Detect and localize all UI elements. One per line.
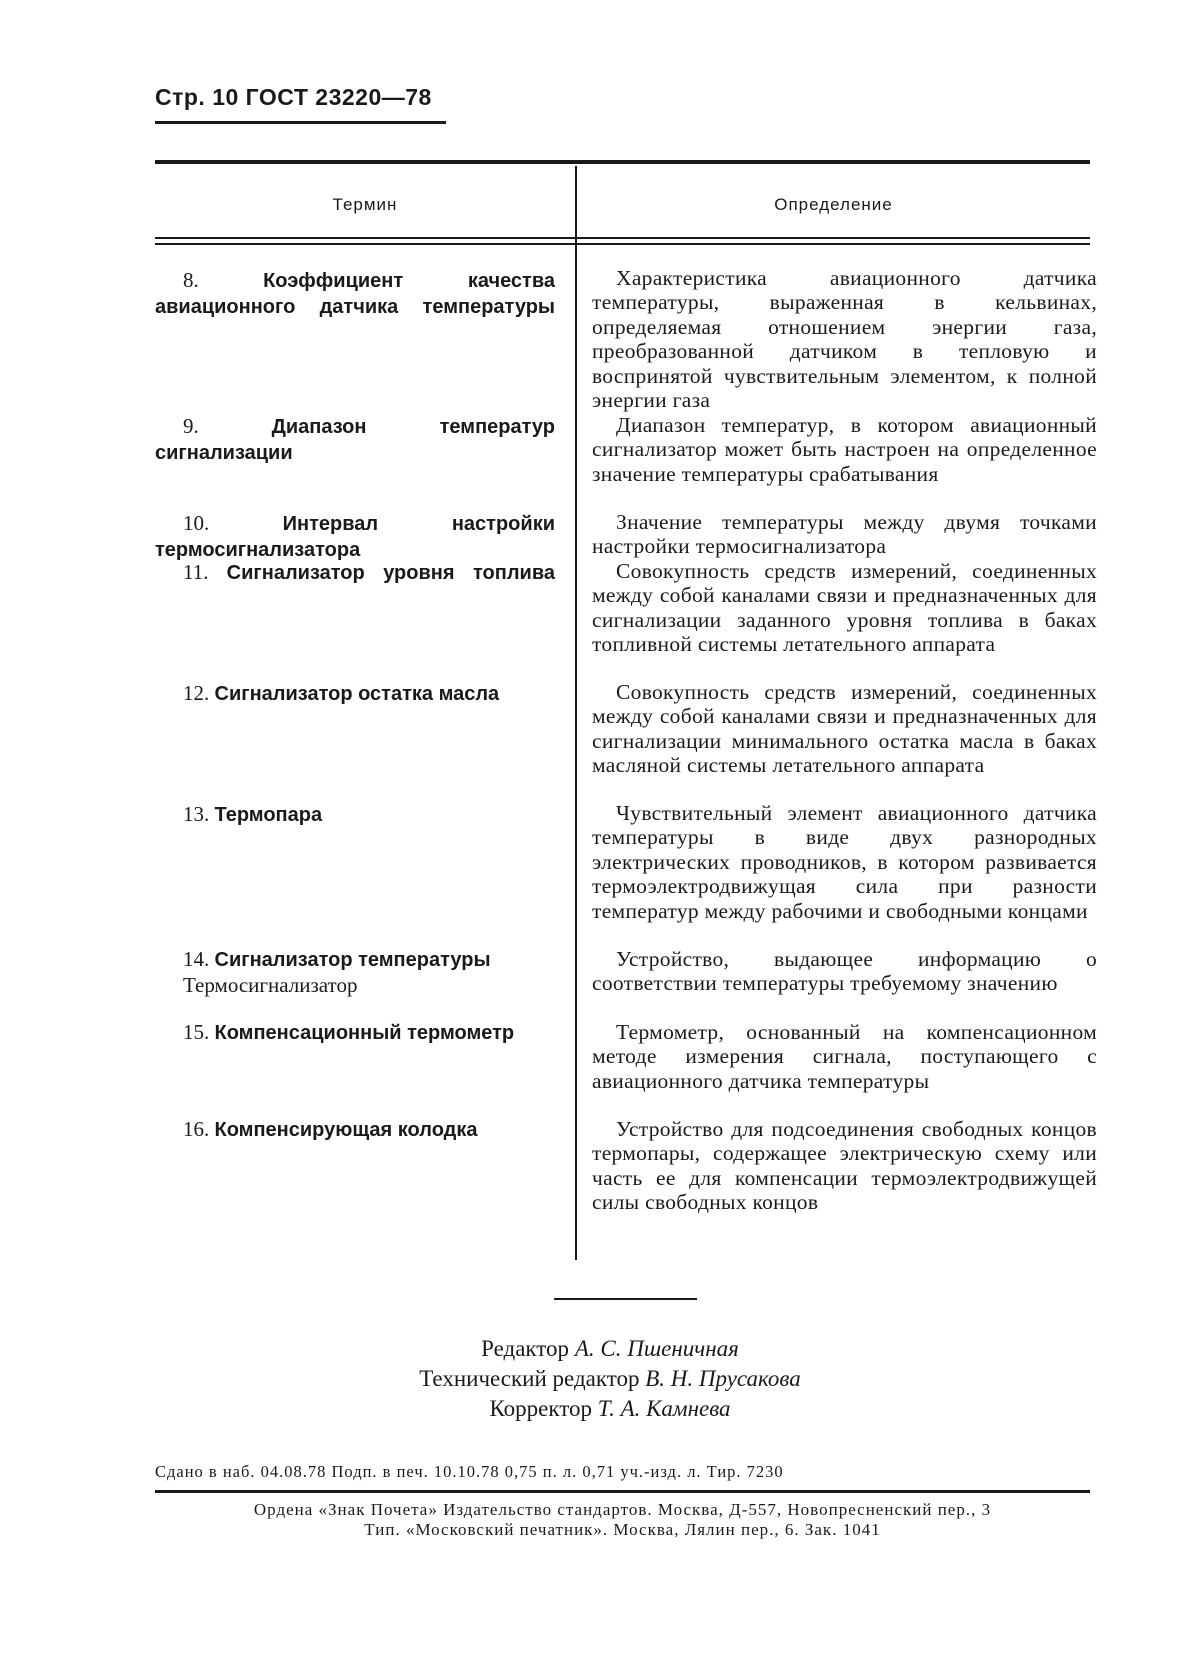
imprint-line: Сдано в наб. 04.08.78 Подп. в печ. 10.10.78 0,75 п. л. 0,71 уч.-изд. л. Тир. 7230 [155,1462,784,1481]
term-16: 16. Компенсирующая колодка [183,1117,478,1141]
term-8: 8. Коэффициент качества авиационного датчика температуры [155,268,556,318]
credits-block [300,1334,920,1424]
separator-rule [554,1298,697,1300]
term-9: 9. Диапазон температур сигнализации [155,414,555,464]
header-rule [155,121,446,124]
definition-15: Термометр, основанный на компенсационном методе измерения сигнала, поступающего с авиационного датчика температуры [592,1020,1097,1093]
term-14: 14. Сигнализатор температуры Термосигнализатор [155,947,555,998]
definition-13: Чувствительный элемент авиационного датчика температуры в виде двух разнородных электрических проводников, в котором развивается термоэлектродвижущая сила при разности температур между рабочими и свободными концами [592,801,1097,923]
imprint-rule [155,1490,1090,1493]
definition-12: Совокупность средств измерений, соединенных между собой каналами связи и предназначенных для сигнализации минимального остатка масла в баках масляной системы летательного аппарата [592,680,1097,778]
column-header-definition: Определение [774,195,893,214]
definition-16: Устройство для подсоединения свободных концов термопары, содержащее электрическую схему или часть ее для компенсации термоэлектродвижущей силы свободных концов [592,1117,1097,1215]
credit-corrector: Корректор Т. А. Камнева [489,1396,731,1421]
column-header-term: Термин [332,195,398,214]
credit-tech-editor: Технический редактор В. Н. Прусакова [419,1366,801,1391]
definition-10: Значение температуры между двумя точками настройки термосигнализатора [592,510,1097,559]
page-header: Стр. 10 ГОСТ 23220—78 [155,84,432,110]
definition-9: Диапазон температур, в котором авиационный сигнализатор может быть настроен на определенное значение температуры срабатывания [592,413,1097,486]
column-divider [575,166,577,1260]
header-double-rule-bottom [155,243,1090,245]
table-top-rule [155,160,1090,164]
publisher-line-2: Тип. «Московский печатник». Москва, Лялин пер., 6. Зак. 1041 [364,1520,881,1539]
term-14-synonym: Термосигнализатор [183,973,358,997]
publisher-block [155,1500,1090,1540]
definition-14: Устройство, выдающее информацию о соответствии температуры требуемому значению [592,947,1097,996]
definition-8: Характеристика авиационного датчика температуры, выраженная в кельвинах, определяемая отношением энергии газа, преобразованной датчиком в тепловую и воспринятой чувствительным элементом, к полной энергии газа [592,266,1097,413]
term-12: 12. Сигнализатор остатка масла [183,681,500,705]
term-13: 13. Термопара [183,802,323,826]
publisher-line-1: Ордена «Знак Почета» Издательство стандартов. Москва, Д-557, Новопресненский пер., 3 [253,1500,992,1519]
term-15: 15. Компенсационный термометр [183,1020,515,1044]
definition-11: Совокупность средств измерений, соединенных между собой каналами связи и предназначенных для сигнализации заданного уровня топлива в баках топливной системы летательного аппарата [592,559,1097,657]
term-11: 11. Сигнализатор уровня топлива [183,560,555,584]
header-double-rule-top [155,237,1090,239]
term-10: 10. Интервал настройки термосигнализатора [155,511,555,561]
credit-editor: Редактор А. С. Пшеничная [481,1336,739,1361]
